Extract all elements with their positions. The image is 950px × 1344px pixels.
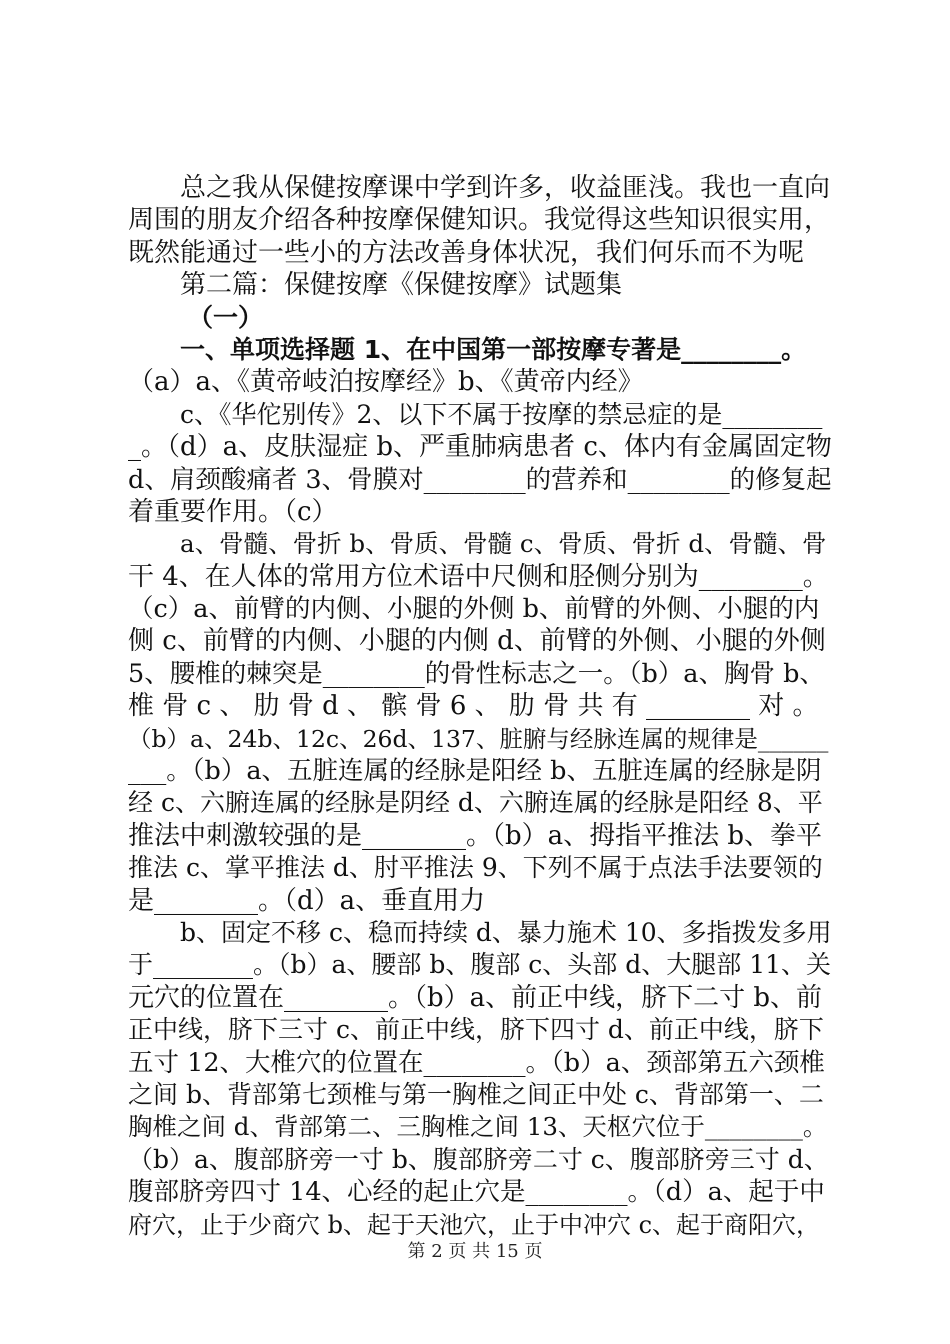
question-line: 经 c、六腑连属的经脉是阴经 d、六腑连属的经脉是阳经 8、平 (128, 788, 823, 818)
question-line: （c）a、前臂的内侧、小腿的外侧 b、前臂的外侧、小腿的内 (128, 594, 820, 625)
question-line: 5、腰椎的棘突是________的骨性标志之一。（b）a、胸骨 b、 (128, 658, 825, 689)
question-line: 元穴的位置在________。（b）a、前正中线，脐下二寸 b、前 (128, 982, 823, 1013)
section-title: 第二篇：保健按摩《保健按摩》试题集 (180, 270, 623, 301)
question-line: 侧 c、前臂的内侧、小腿的内侧 d、前臂的外侧、小腿的外侧 (128, 626, 826, 657)
question-line: b、固定不移 c、稳而持续 d、暴力施术 10、多指拨发多用 (180, 917, 832, 947)
question-line: 干 4、在人体的常用方位术语中尺侧和胫侧分别为________。 (128, 561, 829, 592)
question-line: 椎 骨 c 、 肋 骨 d 、 髌 骨 6 、 肋 骨 共 有 ________ 对 。 (128, 691, 819, 722)
question-line: （b）a、24b、12c、26d、137、脏腑与经脉连属的规律是______ (128, 724, 829, 753)
question-line: （b）a、腹部脐旁一寸 b、腹部脐旁二寸 c、腹部脐旁三寸 d、 (128, 1144, 829, 1174)
question-line: ___。（b）a、五脏连属的经脉是阳经 b、五脏连属的经脉是阴 (128, 756, 822, 787)
question-heading: 一、单项选择题 1、在中国第一部按摩专著是________。 (180, 334, 807, 364)
question-line: 府穴，止于少商穴 b、起于天池穴，止于中冲穴 c、起于商阳穴， (128, 1210, 821, 1239)
question-line: 五寸 12、大椎穴的位置在________。（b）a、颈部第五六颈椎 (128, 1047, 825, 1078)
question-line: 推法 c、掌平推法 d、肘平推法 9、下列不属于点法手法要领的 (128, 853, 823, 883)
question-line: 着重要作用。（c） (128, 496, 338, 527)
paragraph-line: 既然能通过一些小的方法改善身体状况，我们何乐而不为呢 (128, 237, 805, 268)
question-line: 之间 b、背部第七颈椎与第一胸椎之间正中处 c、背部第一、二 (128, 1079, 824, 1109)
question-line: c、《华佗别传》2、以下不属于按摩的禁忌症的是________ (180, 399, 823, 429)
question-line: 是________。（d）a、垂直用力 (128, 885, 486, 916)
question-line: d、肩颈酸痛者 3、骨膜对________的营养和________的修复起 (128, 464, 832, 495)
question-line: 于________。（b）a、腰部 b、腹部 c、头部 d、大腿部 11、关 (128, 950, 832, 980)
section-number: （一） (188, 302, 264, 332)
question-line: a、骨髓、骨折 b、骨质、骨髓 c、骨质、骨折 d、骨髓、骨 (180, 529, 827, 559)
question-line: 胸椎之间 d、背部第二、三胸椎之间 13、天枢穴位于________。 (128, 1112, 828, 1142)
paragraph-line: 周围的朋友介绍各种按摩保健知识。我觉得这些知识很实用， (128, 205, 831, 236)
question-line: 正中线，脐下三寸 c、前正中线，脐下四寸 d、前正中线，脐下 (128, 1015, 824, 1045)
body-text (128, 172, 832, 1241)
question-line: 腹部脐旁四寸 14、心经的起止穴是________。（d）a、起于中 (128, 1177, 825, 1208)
page-number-footer: 第 2 页 共 15 页 (407, 1241, 543, 1262)
paragraph-line: 总之我从保健按摩课中学到许多，收益匪浅。我也一直向 (180, 173, 831, 203)
question-line: _。（d）a、皮肤湿症 b、严重肺病患者 c、体内有金属固定物 (128, 432, 832, 463)
question-line: （a）a、《黄帝岐泊按摩经》b、《黄帝内经》 (128, 367, 644, 398)
question-line: 推法中刺激较强的是________。（b）a、拇指平推法 b、拳平 (128, 820, 823, 851)
